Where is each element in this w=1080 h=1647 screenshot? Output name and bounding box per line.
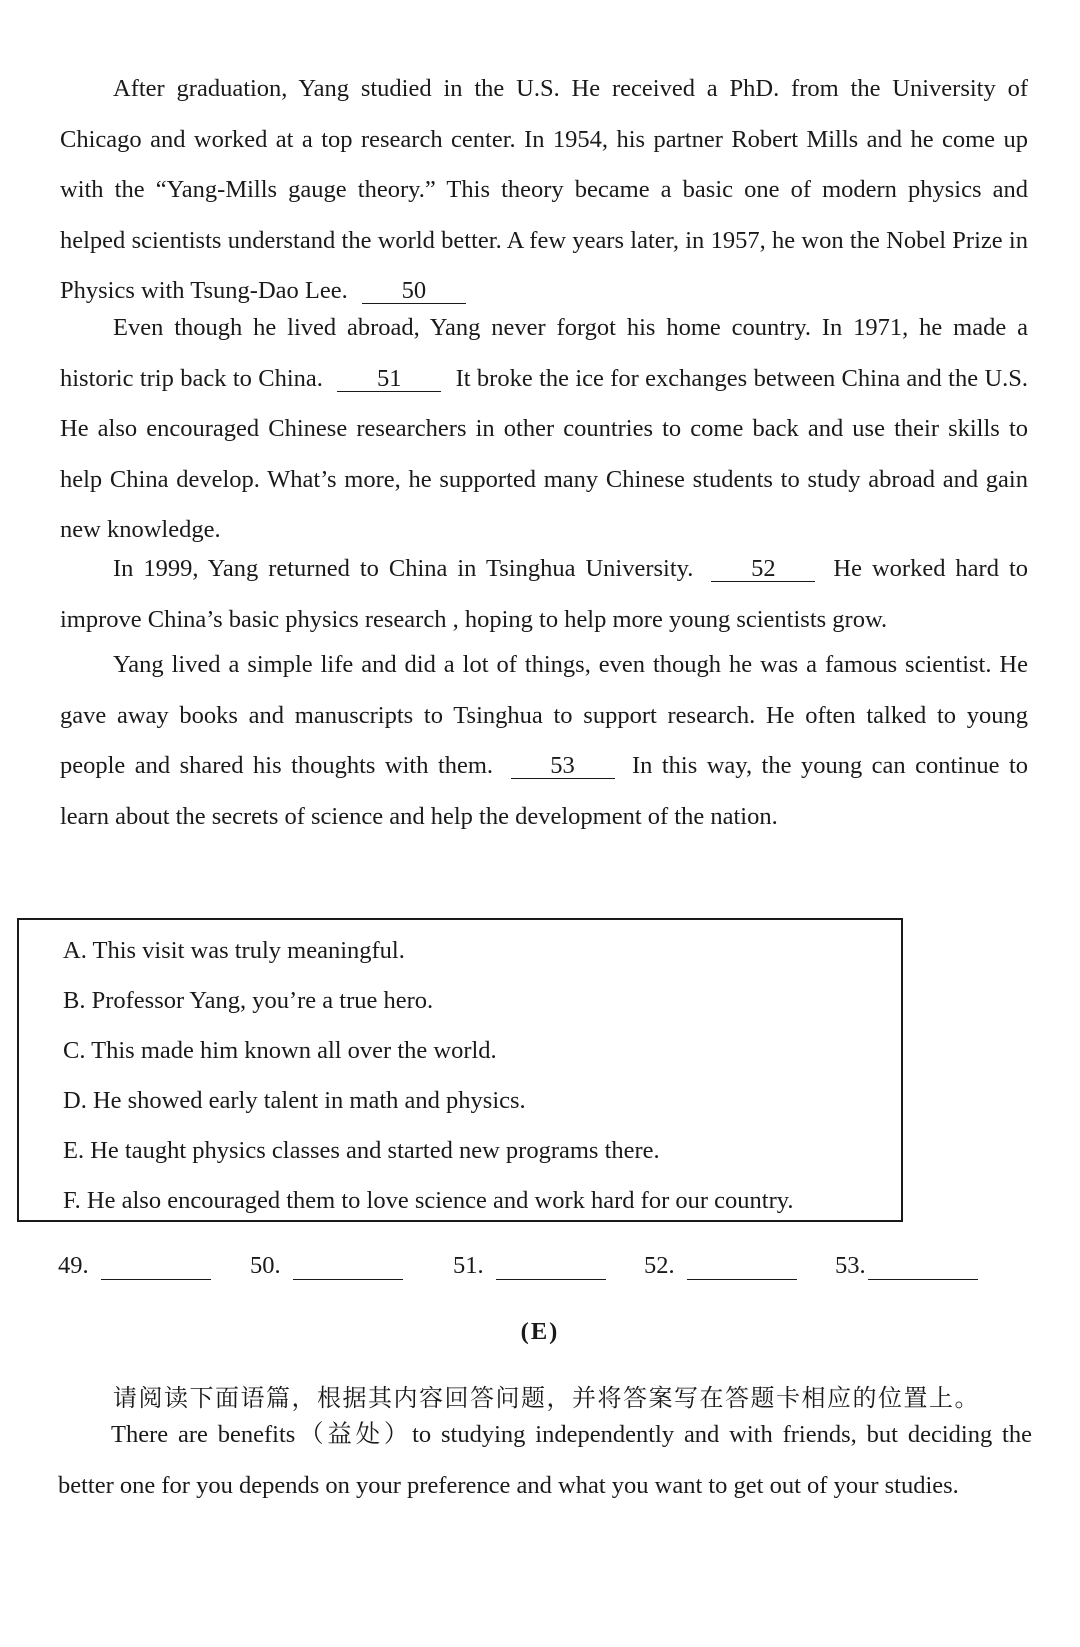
option-c: C. This made him known all over the world. xyxy=(63,1037,497,1064)
paragraph-1 xyxy=(60,64,1028,317)
answer-52-line xyxy=(687,1255,797,1280)
answer-53-line xyxy=(868,1255,978,1280)
paragraph-3 xyxy=(60,544,1028,645)
option-e: E. He taught physics classes and started new programs there. xyxy=(63,1137,660,1164)
paragraph-3-text-a: In 1999, Yang returned to China in Tsinghua University. xyxy=(113,555,694,582)
blank-51: 51 xyxy=(337,367,441,392)
option-a: A. This visit was truly meaningful. xyxy=(63,937,405,964)
blank-53: 53 xyxy=(511,754,615,779)
answer-49-label: 49. xyxy=(58,1252,89,1279)
answer-52-label: 52. xyxy=(644,1252,675,1279)
paragraph-1-text: After graduation, Yang studied in the U.S. He received a PhD. from the University of Chicago and worked at a top research center. In 1954, his partner Robert Mills and he come up with the “Yang-Mills gauge theory.” This theory became a basic one of modern physics and helped scientists understand the world better. A few years later, in 1957, he won the Nobel Prize in Physics with Tsung-Dao Lee. xyxy=(60,75,1028,304)
answer-50-label: 50. xyxy=(250,1252,281,1279)
paragraph-4-text-a: Yang lived a simple life and did a lot of things, even though he was a famous scientist. He gave away books and manuscripts to Tsinghua to support research. He often talked to young people and shared his thoughts with them. xyxy=(60,651,1028,779)
section-e-title: (E) xyxy=(520,1318,560,1345)
answer-53-label: 53. xyxy=(835,1252,866,1279)
option-b: B. Professor Yang, you’re a true hero. xyxy=(63,987,434,1014)
answer-50 xyxy=(250,1252,403,1280)
paragraph-4 xyxy=(60,640,1028,842)
blank-50: 50 xyxy=(362,279,466,304)
answer-49 xyxy=(58,1252,211,1280)
paragraph-3-text-b: He worked hard to improve China’s basic physics research , hoping to help more young scientists grow. xyxy=(60,555,1029,633)
paragraph-4-text-b: In this way, the young can continue to learn about the secrets of science and help the development of the nation. xyxy=(60,752,1029,830)
option-d: D. He showed early talent in math and physics. xyxy=(63,1087,526,1114)
answer-49-line xyxy=(101,1255,211,1280)
blank-52: 52 xyxy=(711,557,815,582)
options-box xyxy=(17,918,903,1222)
answer-53 xyxy=(835,1252,978,1280)
paragraph-2 xyxy=(60,303,1028,556)
answer-50-line xyxy=(293,1255,403,1280)
paragraph-2-text-a: Even though he lived abroad, Yang never forgot his home country. In 1971, he made a historic trip back to China. xyxy=(60,314,1028,392)
option-f: F. He also encouraged them to love science and work hard for our country. xyxy=(63,1187,794,1214)
paragraph-2-text-b: It broke the ice for exchanges between China and the U.S. He also encouraged Chinese researchers in other countries to come back and use their skills to help China develop. What’s more, he supported many Chinese students to study abroad and gain new knowledge. xyxy=(60,364,1029,543)
answer-51-label: 51. xyxy=(453,1252,484,1279)
section-e-instruction: 请阅读下面语篇，根据其内容回答问题，并将答案写在答题卡相应的位置上。 xyxy=(113,1384,980,1412)
section-e-intro-text: There are benefits（益处）to studying independently and with friends, but deciding the better one for you depends on your preference and what you want to get out of your studies. xyxy=(58,1421,1032,1499)
answer-row xyxy=(0,1252,1080,1288)
answer-52 xyxy=(644,1252,797,1280)
answer-51 xyxy=(453,1252,606,1280)
section-e-intro xyxy=(58,1410,1032,1511)
answer-51-line xyxy=(496,1255,606,1280)
